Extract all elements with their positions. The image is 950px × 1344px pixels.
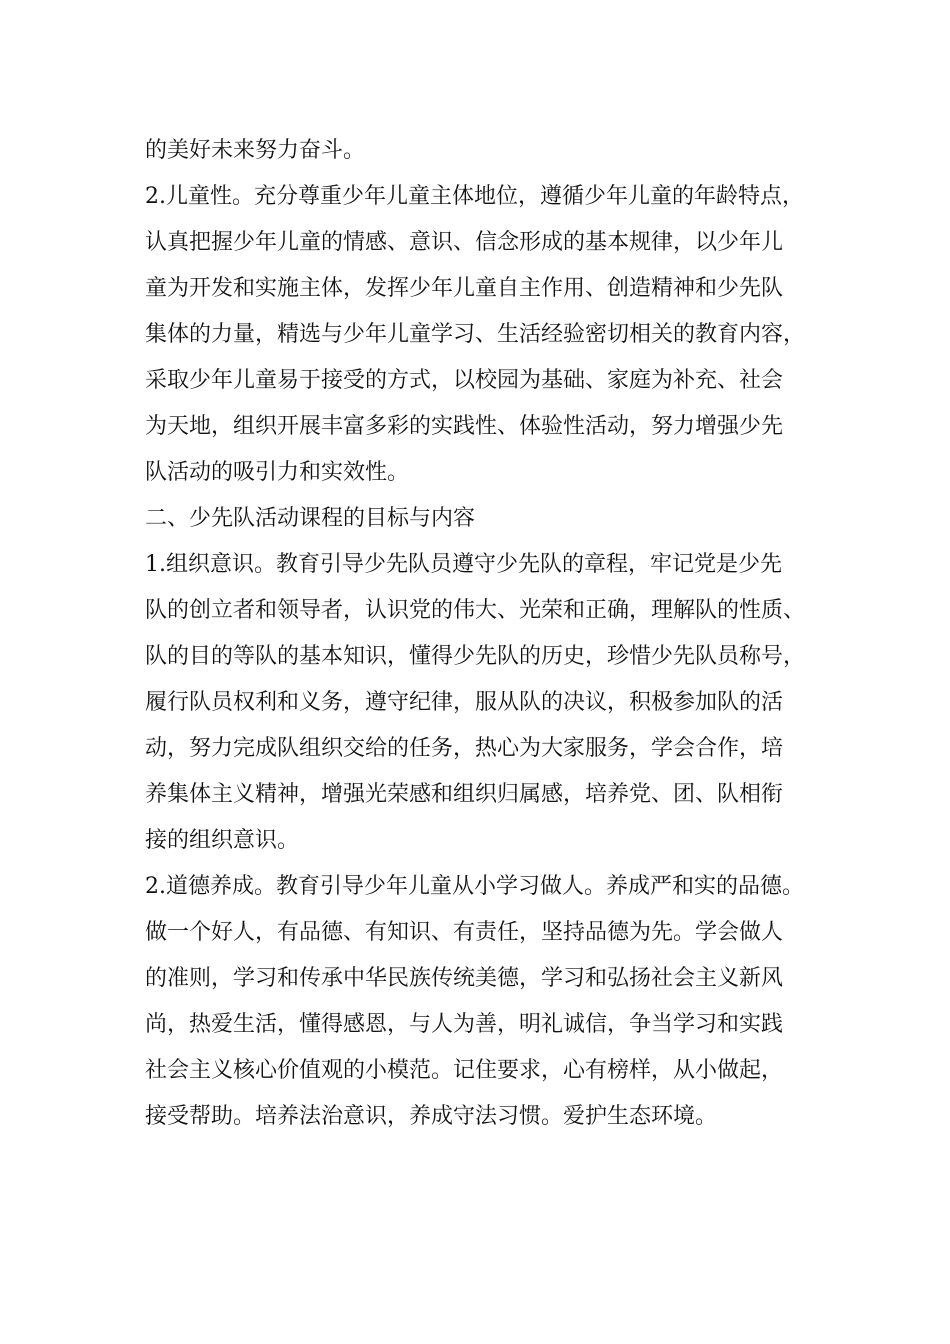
text-line: 履行队员权利和义务，遵守纪律，服从队的决议，积极参加队的活 — [145, 690, 784, 715]
text-line: 社会主义核心价值观的小模范。记住要求，心有榜样，从小做起， — [145, 1058, 784, 1083]
text-line: 动，努力完成队组织交给的任务，热心为大家服务，学会合作，培 — [145, 736, 784, 761]
text-line: 队的创立者和领导者，认识党的伟大、光荣和正确，理解队的性质、 — [145, 598, 806, 623]
text-line: 认真把握少年儿童的情感、意识、信念形成的基本规律，以少年儿 — [145, 230, 784, 255]
text-line: 队活动的吸引力和实效性。 — [145, 460, 410, 485]
text-line: 为天地，组织开展丰富多彩的实践性、体验性活动，努力增强少先 — [145, 414, 784, 439]
text-line: 养集体主义精神，增强光荣感和组织归属感，培养党、团、队相衔 — [145, 782, 784, 807]
text-line: 尚，热爱生活，懂得感恩，与人为善，明礼诚信，争当学习和实践 — [145, 1012, 784, 1037]
text-line: 做一个好人，有品德、有知识、有责任，坚持品德为先。学会做人 — [145, 920, 784, 945]
text-line: 接的组织意识。 — [145, 828, 300, 853]
text-line: 2.道德养成。教育引导少年儿童从小学习做人。养成严和实的品德。 — [145, 874, 804, 899]
text-line: 2.儿童性。充分尊重少年儿童主体地位，遵循少年儿童的年龄特点， — [145, 184, 804, 209]
section-heading: 二、少先队活动课程的目标与内容 — [145, 506, 476, 531]
text-line: 的美好未来努力奋斗。 — [145, 138, 366, 163]
text-line: 童为开发和实施主体，发挥少年儿童自主作用、创造精神和少先队 — [145, 276, 784, 301]
text-line: 接受帮助。培养法治意识，养成守法习惯。爱护生态环境。 — [145, 1104, 718, 1129]
text-line: 队的目的等队的基本知识，懂得少先队的历史，珍惜少先队员称号， — [145, 644, 806, 669]
text-line: 采取少年儿童易于接受的方式，以校园为基础、家庭为补充、社会 — [145, 368, 784, 393]
text-line: 集体的力量，精选与少年儿童学习、生活经验密切相关的教育内容， — [145, 322, 806, 347]
text-line: 的准则，学习和传承中华民族传统美德，学习和弘扬社会主义新风 — [145, 966, 784, 991]
text-line: 1.组织意识。教育引导少先队员遵守少先队的章程，牢记党是少先 — [145, 552, 782, 577]
body-text — [145, 128, 835, 1140]
